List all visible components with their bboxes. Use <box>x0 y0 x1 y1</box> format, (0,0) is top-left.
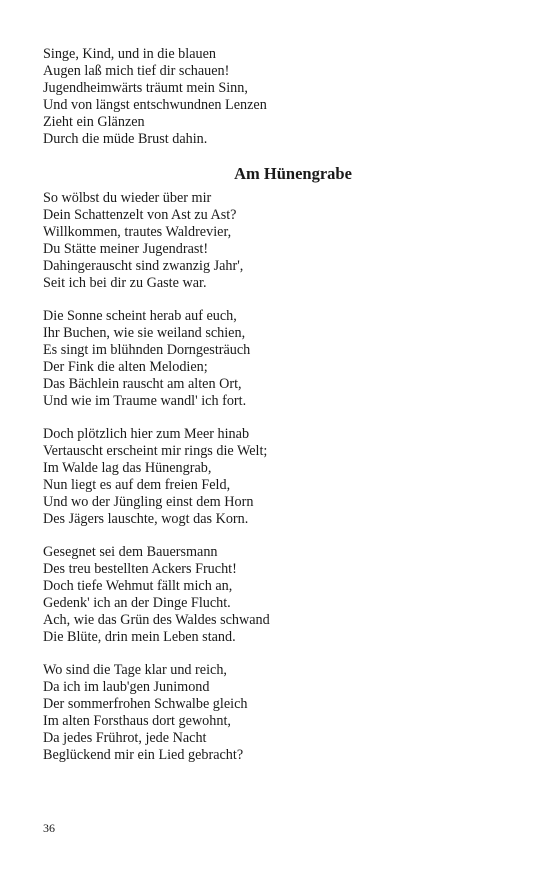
verse-line: Da ich im laub'gen Junimond <box>43 679 210 695</box>
verse-line: Des treu bestellten Ackers Frucht! <box>43 561 237 577</box>
verse-line: Seit ich bei dir zu Gaste war. <box>43 275 207 291</box>
opening-stanza <box>43 46 513 148</box>
stanza-1 <box>43 190 513 292</box>
verse-line: Du Stätte meiner Jugendrast! <box>43 241 209 257</box>
verse-line: Dein Schattenzelt von Ast zu Ast? <box>43 207 237 223</box>
verse-line: Beglückend mir ein Lied gebracht? <box>43 747 244 763</box>
stanza-4 <box>43 544 513 646</box>
verse-line: Im Walde lag das Hünengrab, <box>43 460 212 476</box>
stanza-3 <box>43 426 513 528</box>
verse-line: Dahingerauscht sind zwanzig Jahr', <box>43 258 244 274</box>
verse-line: Jugendheimwärts träumt mein Sinn, <box>43 80 248 96</box>
verse-line: Gedenk' ich an der Dinge Flucht. <box>43 595 231 611</box>
page-number: 36 <box>43 821 55 835</box>
poem-title: Am Hünengrabe <box>234 164 352 183</box>
verse-line: Durch die müde Brust dahin. <box>43 131 208 147</box>
stanza-2 <box>43 308 513 410</box>
verse-line: Gesegnet sei dem Bauersmann <box>43 544 218 560</box>
verse-line: Die Sonne scheint herab auf euch, <box>43 308 237 324</box>
verse-line: Wo sind die Tage klar und reich, <box>43 662 227 678</box>
verse-line: Singe, Kind, und in die blauen <box>43 46 216 62</box>
verse-line: Da jedes Frührot, jede Nacht <box>43 730 207 746</box>
verse-line: Vertauscht erscheint mir rings die Welt; <box>43 443 268 459</box>
verse-line: Der sommerfrohen Schwalbe gleich <box>43 696 248 712</box>
verse-line: Und von längst entschwundnen Lenzen <box>43 97 267 113</box>
verse-line: Und wo der Jüngling einst dem Horn <box>43 494 254 510</box>
verse-line: Doch tiefe Wehmut fällt mich an, <box>43 578 233 594</box>
verse-line: Es singt im blühnden Dorngesträuch <box>43 342 251 358</box>
verse-line: Und wie im Traume wandl' ich fort. <box>43 393 247 409</box>
verse-line: Nun liegt es auf dem freien Feld, <box>43 477 231 493</box>
verse-line: So wölbst du wieder über mir <box>43 190 212 206</box>
verse-line: Zieht ein Glänzen <box>43 114 145 130</box>
verse-line: Das Bächlein rauscht am alten Ort, <box>43 376 242 392</box>
verse-line: Ach, wie das Grün des Waldes schwand <box>43 612 270 628</box>
verse-line: Doch plötzlich hier zum Meer hinab <box>43 426 250 442</box>
stanza-5 <box>43 662 513 764</box>
verse-line: Der Fink die alten Melodien; <box>43 359 208 375</box>
verse-line: Ihr Buchen, wie sie weiland schien, <box>43 325 246 341</box>
verse-line: Im alten Forsthaus dort gewohnt, <box>43 713 231 729</box>
verse-line: Des Jägers lauschte, wogt das Korn. <box>43 511 249 527</box>
page-body <box>43 46 513 780</box>
verse-line: Die Blüte, drin mein Leben stand. <box>43 629 236 645</box>
verse-line: Willkommen, trautes Waldrevier, <box>43 224 232 240</box>
verse-line: Augen laß mich tief dir schauen! <box>43 63 230 79</box>
